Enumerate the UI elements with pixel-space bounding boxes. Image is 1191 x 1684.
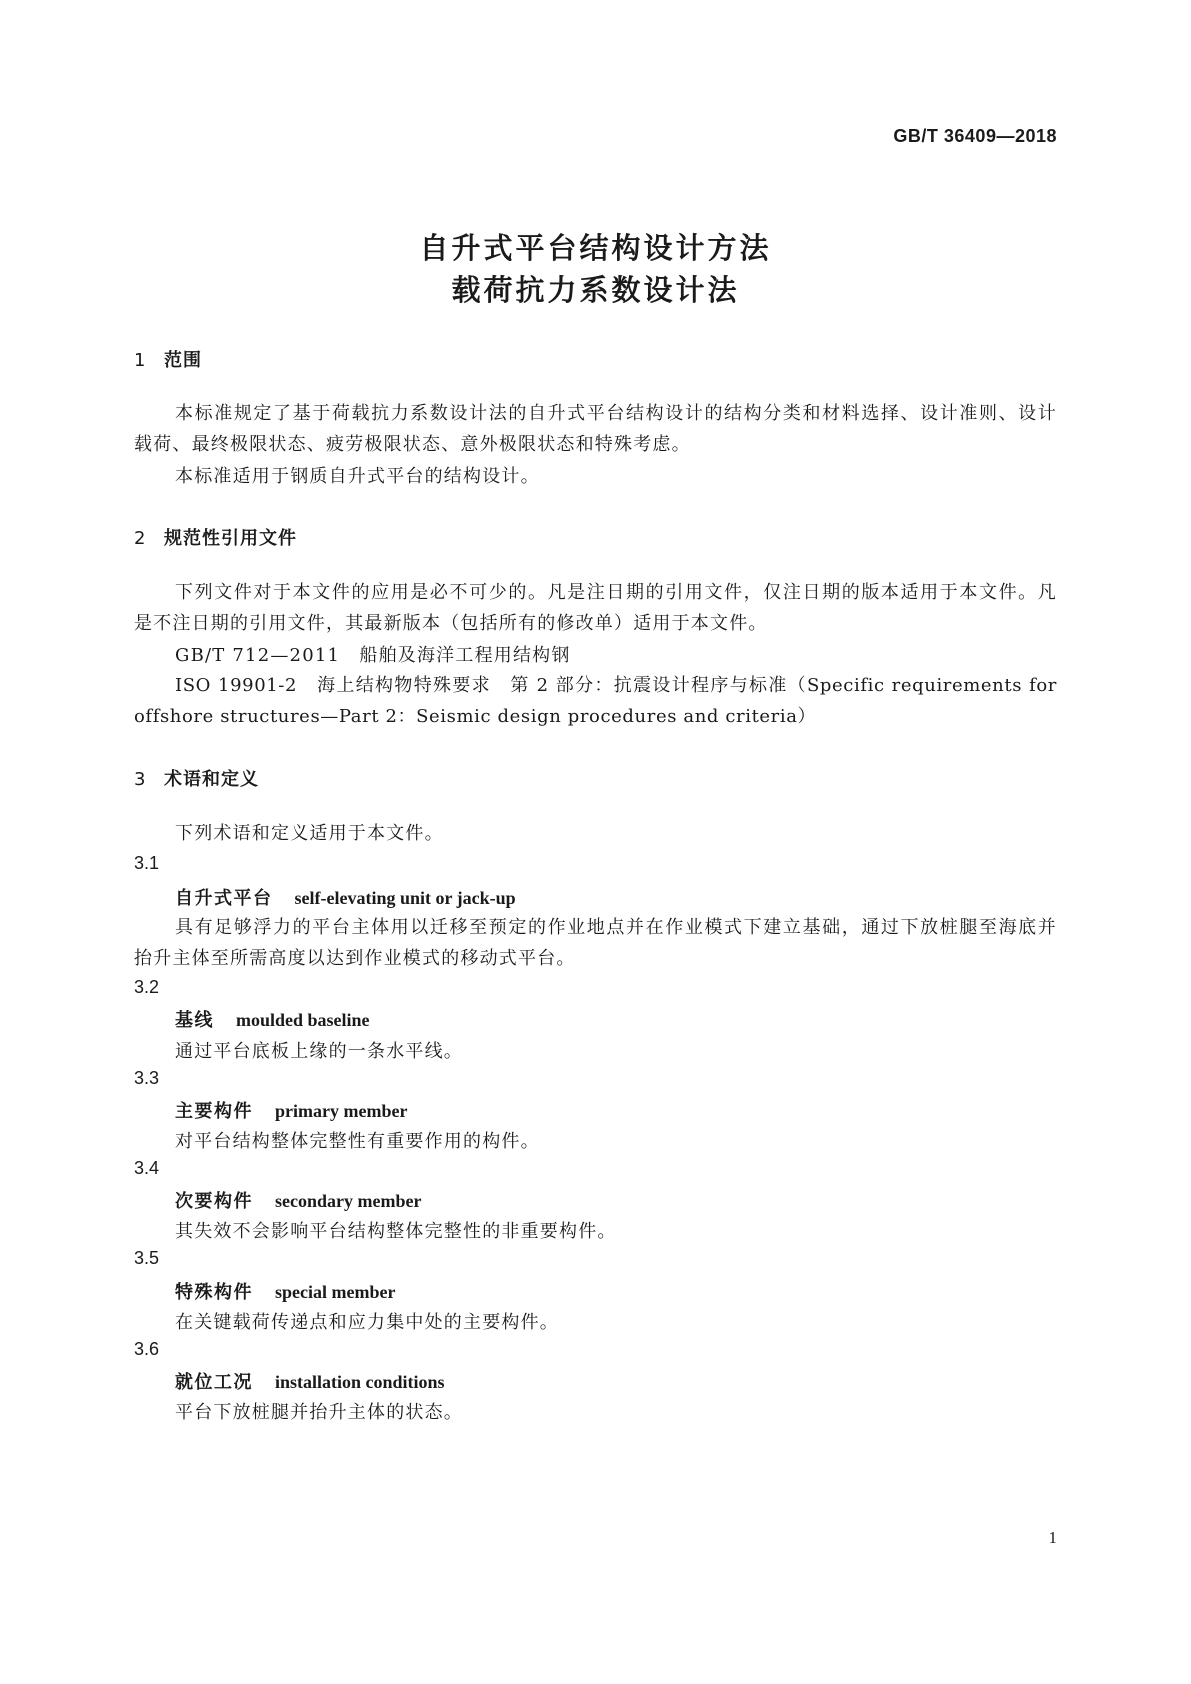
term-name-en: special member (275, 1282, 396, 1302)
term-name (175, 1187, 421, 1213)
term-number: 3.4 (134, 1158, 160, 1178)
section-number: 3 (134, 769, 147, 790)
title-line-1: 自升式平台结构设计方法 (419, 231, 772, 265)
section-3-intro: 下列术语和定义适用于本文件。 (175, 823, 444, 844)
section-1-heading (134, 346, 202, 372)
term-definition: 对平台结构整体完整性有重要作用的构件。 (175, 1131, 540, 1152)
section-3-heading (134, 765, 259, 791)
term-number: 3.1 (134, 853, 160, 873)
section-number: 1 (134, 350, 147, 371)
term-name-en: secondary member (275, 1191, 422, 1211)
section-number: 2 (134, 528, 147, 549)
reference-iso-19901-2: ISO 19901-2 海上结构物特殊要求 第 2 部分：抗震设计程序与标准（Specific requirements for offshore structures—Part 2：Seismic design procedures and criteria） (134, 675, 1057, 727)
page-number: 1 (1048, 1528, 1057, 1547)
reference-gbt-712: GB/T 712—2011 船舶及海洋工程用结构钢 (175, 645, 571, 666)
section-2-heading (134, 524, 297, 550)
term-name-zh: 主要构件 (175, 1101, 253, 1122)
term-name-zh: 就位工况 (175, 1372, 253, 1393)
term-name-en: primary member (275, 1101, 408, 1121)
standard-code: GB/T 36409—2018 (893, 126, 1057, 146)
term-definition: 通过平台底板上缘的一条水平线。 (175, 1041, 463, 1062)
section-1-paragraph-1: 本标准规定了基于荷载抗力系数设计法的自升式平台结构设计的结构分类和材料选择、设计准则、设计载荷、最终极限状态、疲劳极限状态、意外极限状态和特殊考虑。 (134, 403, 1057, 455)
term-definition (134, 912, 1057, 974)
term-name-zh: 次要构件 (175, 1191, 253, 1212)
term-name (175, 1278, 395, 1304)
term-definition: 在关键载荷传递点和应力集中处的主要构件。 (175, 1312, 559, 1333)
section-title: 范围 (164, 350, 202, 371)
term-definition: 其失效不会影响平台结构整体完整性的非重要构件。 (175, 1221, 617, 1242)
document-title (0, 227, 1191, 311)
section-2-paragraph-1: 下列文件对于本文件的应用是必不可少的。凡是注日期的引用文件，仅注日期的版本适用于本文件。凡是不注日期的引用文件，其最新版本（包括所有的修改单）适用于本文件。 (134, 582, 1057, 634)
term-name (175, 884, 516, 910)
term-name-zh: 基线 (175, 1010, 214, 1031)
section-title: 术语和定义 (164, 769, 259, 790)
section-1-paragraph-2: 本标准适用于钢质自升式平台的结构设计。 (175, 466, 540, 487)
title-line-2: 载荷抗力系数设计法 (451, 273, 740, 307)
term-definition: 平台下放桩腿并抬升主体的状态。 (175, 1402, 463, 1423)
section-title: 规范性引用文件 (164, 528, 297, 549)
term-name-zh: 特殊构件 (175, 1282, 253, 1303)
term-name (175, 1097, 407, 1123)
term-definition-text: 具有足够浮力的平台主体用以迁移至预定的作业地点并在作业模式下建立基础，通过下放桩腿至海底并抬升主体至所需高度以达到作业模式的移动式平台。 (134, 917, 1057, 969)
term-number: 3.3 (134, 1068, 160, 1088)
term-name (175, 1368, 445, 1394)
term-name-en: moulded baseline (236, 1010, 370, 1030)
term-name (175, 1006, 370, 1032)
term-number: 3.2 (134, 977, 160, 997)
term-name-en: self-elevating unit or jack-up (294, 888, 516, 908)
term-name-zh: 自升式平台 (175, 888, 273, 909)
term-number: 3.6 (134, 1339, 160, 1359)
term-name-en: installation conditions (275, 1372, 445, 1392)
term-number: 3.5 (134, 1248, 160, 1268)
